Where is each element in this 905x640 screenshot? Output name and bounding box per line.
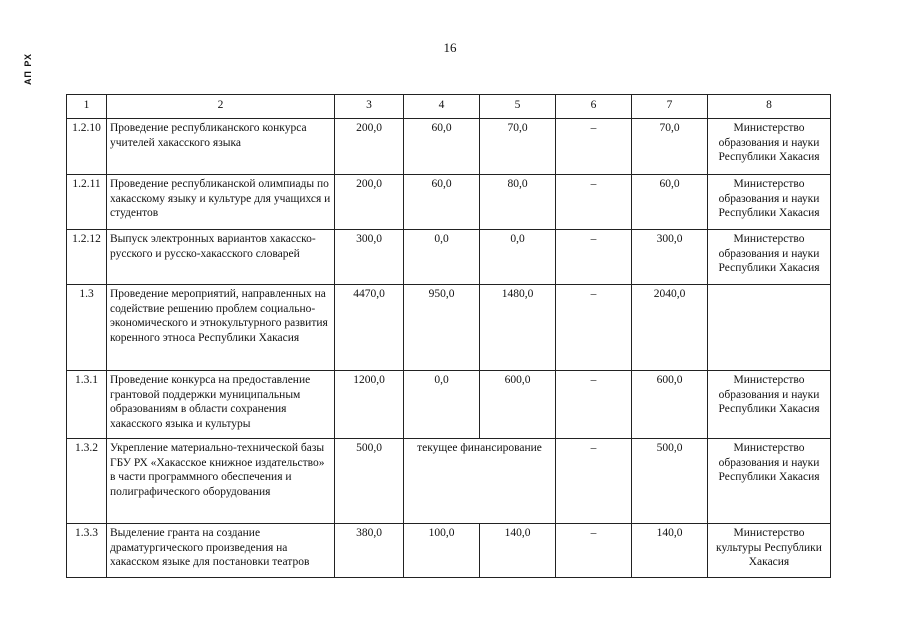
year3-amount: – <box>556 524 632 578</box>
table-row <box>67 119 831 175</box>
responsible-body: Министерство образования и науки Республики Хакасия <box>708 371 831 439</box>
year1-amount: 950,0 <box>404 285 480 371</box>
header-cell: 3 <box>335 95 404 119</box>
total-amount: 300,0 <box>335 230 404 285</box>
year4-amount: 500,0 <box>632 439 708 524</box>
table-row <box>67 285 831 371</box>
year4-amount: 60,0 <box>632 175 708 230</box>
year1-amount: 60,0 <box>404 175 480 230</box>
responsible-body: Министерство образования и науки Республики Хакасия <box>708 439 831 524</box>
activity-name: Проведение конкурса на предоставление грантовой поддержки муниципальным образованиям в области сохранения хакасского языка и культуры <box>107 371 335 439</box>
row-number: 1.2.10 <box>67 119 107 175</box>
table-row <box>67 439 831 524</box>
page-number: 16 <box>443 40 457 55</box>
year3-amount: – <box>556 439 632 524</box>
responsible-body: Министерство образования и науки Республики Хакасия <box>708 230 831 285</box>
activity-name: Выпуск электронных вариантов хакасско-русского и русско-хакасского словарей <box>107 230 335 285</box>
total-amount: 200,0 <box>335 175 404 230</box>
header-cell: 2 <box>107 95 335 119</box>
responsible-body: Министерство культуры Республики Хакасия <box>708 524 831 578</box>
activity-name: Выделение гранта на создание драматургического произведения на хакасском языке для постановки театров <box>107 524 335 578</box>
year2-amount: 0,0 <box>480 230 556 285</box>
year4-amount: 300,0 <box>632 230 708 285</box>
year1-amount: 0,0 <box>404 371 480 439</box>
total-amount: 200,0 <box>335 119 404 175</box>
year1-amount: 60,0 <box>404 119 480 175</box>
table-row <box>67 524 831 578</box>
year4-amount: 2040,0 <box>632 285 708 371</box>
header-cell: 5 <box>480 95 556 119</box>
row-number: 1.2.12 <box>67 230 107 285</box>
year4-amount: 600,0 <box>632 371 708 439</box>
year2-amount: 1480,0 <box>480 285 556 371</box>
activity-name: Проведение республиканской олимпиады по хакасскому языку и культуре для учащихся и студентов <box>107 175 335 230</box>
row-number: 1.3.3 <box>67 524 107 578</box>
year2-amount: 70,0 <box>480 119 556 175</box>
year3-amount: – <box>556 230 632 285</box>
table-row <box>67 371 831 439</box>
year1-amount: 100,0 <box>404 524 480 578</box>
activity-name: Проведение мероприятий, направленных на содействие решению проблем социально-экономического и этнокультурного развития коренного этноса Республики Хакасия <box>107 285 335 371</box>
year2-amount: 80,0 <box>480 175 556 230</box>
activity-name: Укрепление материально-технической базы ГБУ РХ «Хакасское книжное издательство» в части программного обеспечения и полиграфического оборудования <box>107 439 335 524</box>
activity-name: Проведение республиканского конкурса учителей хакасского языка <box>107 119 335 175</box>
side-stamp-mark: АП РХ <box>23 53 33 86</box>
program-activities-table <box>66 94 831 578</box>
total-amount: 1200,0 <box>335 371 404 439</box>
year2-amount: 600,0 <box>480 371 556 439</box>
responsible-body <box>708 285 831 371</box>
year4-amount: 70,0 <box>632 119 708 175</box>
year4-amount: 140,0 <box>632 524 708 578</box>
row-number: 1.3.2 <box>67 439 107 524</box>
responsible-body: Министерство образования и науки Республики Хакасия <box>708 119 831 175</box>
header-cell: 4 <box>404 95 480 119</box>
year2-amount: 140,0 <box>480 524 556 578</box>
year3-amount: – <box>556 285 632 371</box>
current-funding-note: текущее финансирование <box>404 439 556 524</box>
table-header-row <box>67 95 831 119</box>
responsible-body: Министерство образования и науки Республики Хакасия <box>708 175 831 230</box>
year3-amount: – <box>556 371 632 439</box>
year3-amount: – <box>556 175 632 230</box>
header-cell: 1 <box>67 95 107 119</box>
row-number: 1.2.11 <box>67 175 107 230</box>
header-cell: 8 <box>708 95 831 119</box>
total-amount: 4470,0 <box>335 285 404 371</box>
year1-amount: 0,0 <box>404 230 480 285</box>
table-row <box>67 175 831 230</box>
table-row <box>67 230 831 285</box>
row-number: 1.3 <box>67 285 107 371</box>
year3-amount: – <box>556 119 632 175</box>
header-cell: 7 <box>632 95 708 119</box>
row-number: 1.3.1 <box>67 371 107 439</box>
header-cell: 6 <box>556 95 632 119</box>
total-amount: 500,0 <box>335 439 404 524</box>
total-amount: 380,0 <box>335 524 404 578</box>
